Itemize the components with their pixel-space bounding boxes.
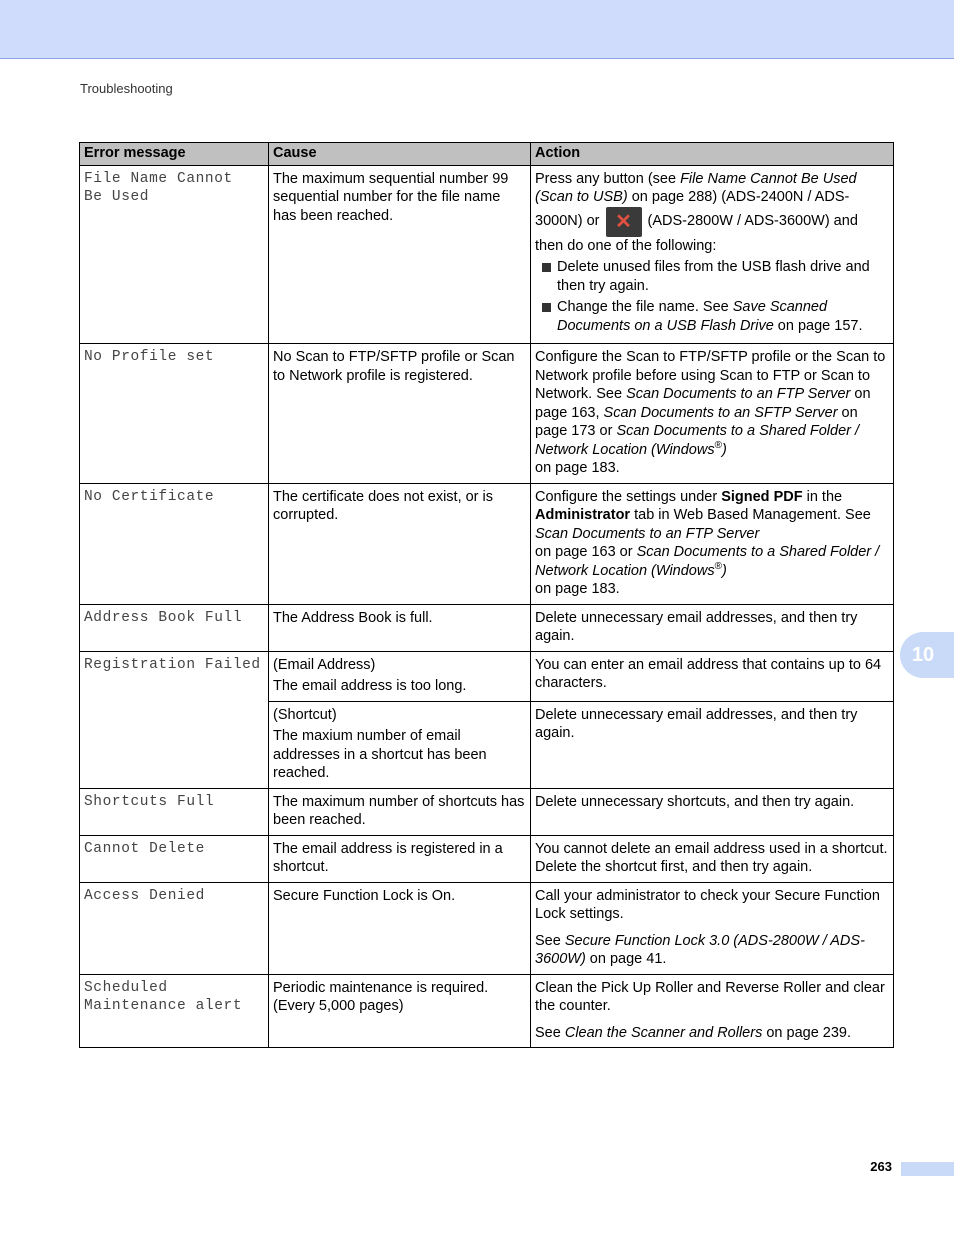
cause: No Scan to FTP/SFTP profile or Scan to Network profile is registered. xyxy=(269,344,531,484)
action: Call your administrator to check your Secure Function Lock settings. See Secure Function Lock 3.0 (ADS-2800W / ADS-3600W) on page 41. xyxy=(531,882,894,974)
cause: The maximum number of shortcuts has been reached. xyxy=(269,788,531,835)
table-row xyxy=(80,835,894,882)
cause: The email address is registered in a shortcut. xyxy=(269,835,531,882)
close-x-icon: ✕ xyxy=(606,207,642,237)
error-message: Access Denied xyxy=(80,882,269,974)
action: Delete unnecessary email addresses, and then try again. xyxy=(531,604,894,651)
header-error-message: Error message xyxy=(80,143,269,166)
table-row xyxy=(80,483,894,604)
table-header-row xyxy=(80,143,894,166)
section-label: Troubleshooting xyxy=(80,81,173,96)
cause: (Shortcut) The maxium number of email addresses in a shortcut has been reached. xyxy=(269,701,531,788)
error-message: Address Book Full xyxy=(80,604,269,651)
error-table xyxy=(79,142,894,1048)
error-message: Shortcuts Full xyxy=(80,788,269,835)
error-message: No Certificate xyxy=(80,483,269,604)
action: Clean the Pick Up Roller and Reverse Roller and clear the counter. See Clean the Scanner and Rollers on page 239. xyxy=(531,974,894,1048)
action: Configure the settings under Signed PDF in the Administrator tab in Web Based Management. See Scan Documents to an FTP Server on page 163 or Scan Documents to a Shared Folder / Network Location (Windows®) on page 183. xyxy=(531,483,894,604)
error-message: File Name Cannot Be Used xyxy=(80,165,269,344)
action-text: Press any button (see File Name Cannot Be Used (Scan to USB) on page 288) (ADS-2400N / ADS-3000N) or ✕ (ADS-2800W / ADS-3600W) and then do one of the following: xyxy=(535,170,858,254)
action xyxy=(531,165,894,344)
error-message: Scheduled Maintenance alert xyxy=(80,974,269,1048)
cause: The maximum sequential number 99 sequential number for the file name has been reached. xyxy=(269,165,531,344)
list-item: Delete unused files from the USB flash drive and then try again. xyxy=(535,258,889,295)
cause: Secure Function Lock is On. xyxy=(269,882,531,974)
error-message: Cannot Delete xyxy=(80,835,269,882)
action: Delete unnecessary email addresses, and then try again. xyxy=(531,701,894,788)
action: You cannot delete an email address used in a shortcut. Delete the shortcut first, and then try again. xyxy=(531,835,894,882)
table-row xyxy=(80,651,894,701)
cause: The Address Book is full. xyxy=(269,604,531,651)
table-row xyxy=(80,788,894,835)
action: Configure the Scan to FTP/SFTP profile or the Scan to Network profile before using Scan to FTP or Scan to Network. See Scan Documents to an FTP Server on page 163, Scan Documents to an SFTP Server on page 173 or Scan Documents to a Shared Folder / Network Location (Windows®) on page 183. xyxy=(531,344,894,484)
table-row xyxy=(80,604,894,651)
cause: The certificate does not exist, or is corrupted. xyxy=(269,483,531,604)
page-number: 263 xyxy=(870,1159,892,1174)
page-number-bar xyxy=(901,1162,954,1176)
header-action: Action xyxy=(531,143,894,166)
table-row xyxy=(80,165,894,344)
table-row xyxy=(80,344,894,484)
list-item: Change the file name. See Save Scanned Documents on a USB Flash Drive on page 157. xyxy=(535,298,889,335)
header-band xyxy=(0,0,954,59)
action: Delete unnecessary shortcuts, and then try again. xyxy=(531,788,894,835)
chapter-tab: 10 xyxy=(900,632,954,678)
error-message: No Profile set xyxy=(80,344,269,484)
action-list xyxy=(535,258,889,335)
table-row xyxy=(80,974,894,1048)
cause: Periodic maintenance is required. (Every 5,000 pages) xyxy=(269,974,531,1048)
cause: (Email Address) The email address is too long. xyxy=(269,651,531,701)
error-message: Registration Failed xyxy=(80,651,269,788)
action: You can enter an email address that contains up to 64 characters. xyxy=(531,651,894,701)
table-row xyxy=(80,882,894,974)
header-cause: Cause xyxy=(269,143,531,166)
